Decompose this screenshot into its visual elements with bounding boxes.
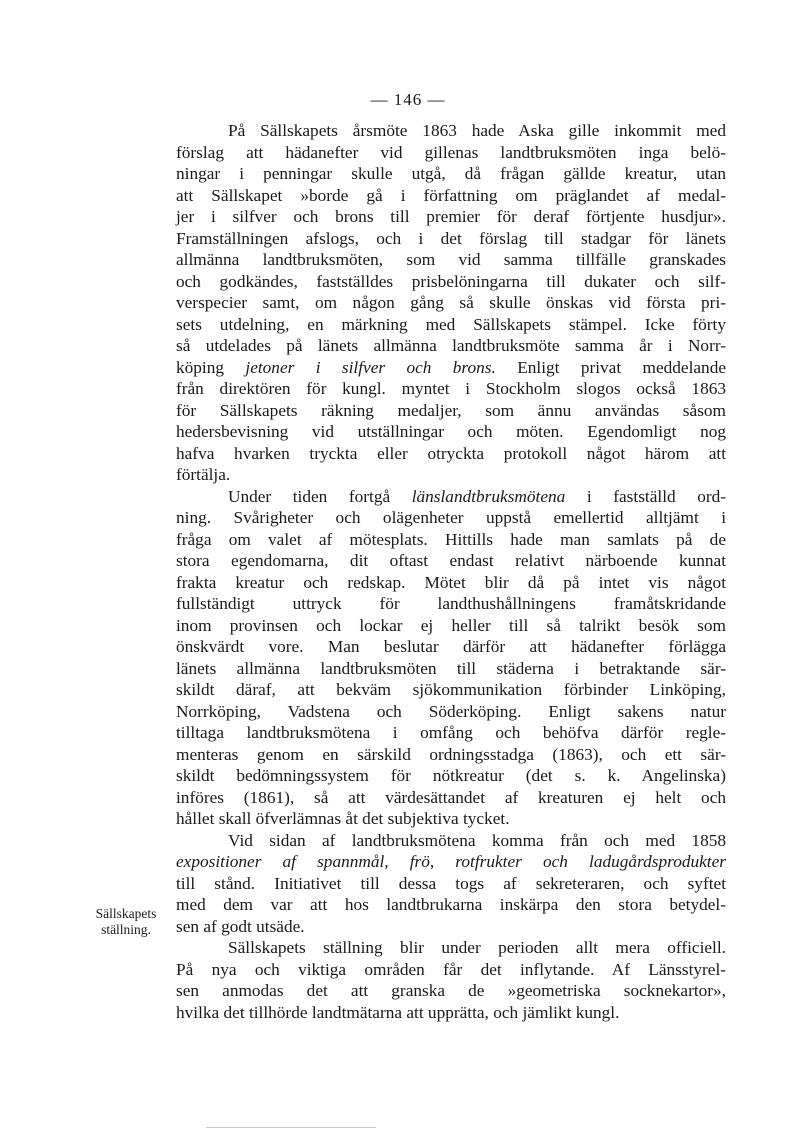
footer-rule <box>206 1127 376 1128</box>
text-line: ningar i penningar skulle utgå, då frågan gällde kreatur, utan <box>176 164 726 183</box>
text-line: hållet skall öfverlämnas åt det subjektiva tycket. <box>176 809 510 828</box>
body-text <box>176 120 726 1023</box>
text-line: Vid sidan af landtbruksmötena komma från och med 1858 <box>228 830 726 850</box>
text-line: förslag att hädanefter vid gillenas landtbruksmöten inga belö- <box>176 142 726 162</box>
text-line: jer i silfver och brons till premier för deraf förtjente husdjur». <box>176 207 726 226</box>
text-line: hafva hvarken tryckta eller otryckta protokoll något härom att <box>176 443 726 463</box>
text-line: hedersbevisning vid utställningar och möten. Egendomligt nog <box>176 422 726 441</box>
text-line: köping jetoner i silfver och brons. Enligt privat meddelande <box>176 357 727 377</box>
text-line: fråga om valet af mötesplats. Hittills hade man samlats på de <box>176 529 726 549</box>
margin-note-line: Sällskapets <box>95 906 157 921</box>
text-line: från direktören för kungl. myntet i Stockholm slogos också 1863 <box>176 379 726 398</box>
text-line: sen anmodas det att granska de »geometriska socknekartor», <box>176 981 726 1000</box>
text-line: till stånd. Initiativet till dessa togs af sekreteraren, och syftet <box>176 873 726 893</box>
text-line: ning. Svårigheter och olägenheter uppstå emellertid alltjämt i <box>176 508 726 527</box>
text-line: På Sällskapets årsmöte 1863 hade Aska gille inkommit med <box>228 121 726 140</box>
text-line: Under tiden fortgå länslandtbruksmötena i fastställd ord- <box>228 486 726 506</box>
text-line: verspecier samt, om någon gång så skulle önskas vid första pri- <box>176 293 726 312</box>
text-line: länets allmänna landtbruksmöten till städerna i betraktande sär- <box>176 658 726 678</box>
paragraph <box>176 120 726 486</box>
text-line: så utdelades på länets allmänna landtbruksmöte samma år i Norr- <box>176 336 726 355</box>
margin-note-line: ställning. <box>101 922 151 937</box>
page-number: — 146 — <box>370 90 446 109</box>
italic-phrase: länslandtbruksmötena <box>411 486 566 506</box>
text-line: Norrköping, Vadstena och Söderköping. Enligt sakens natur <box>176 701 726 721</box>
text-line: Sällskapets ställning blir under perioden allt mera officiell. <box>228 938 726 957</box>
text-line: hvilka det tillhörde landtmätarna att upprätta, och jämlikt kungl. <box>176 1002 620 1022</box>
text-line: fullständigt uttryck för landthushållningens framåtskridande <box>176 594 726 613</box>
text-line: skildt däraf, att bekväm sjökommunikation förbinder Linköping, <box>176 680 726 699</box>
text-line: med dem var att hos landtbrukarna inskärpa den stora betydel- <box>176 895 726 914</box>
text-line: skildt bedömningssystem för nötkreatur (det s. k. Angelinska) <box>176 766 726 785</box>
text-line: införes (1861), så att värdesättandet af kreaturen ej helt och <box>176 787 726 807</box>
text-line: önskvärdt vore. Man beslutar därför att hädanefter förlägga <box>176 637 726 656</box>
text-line: tilltaga landtbruksmötena i omfång och behöfva därför regle- <box>176 723 726 742</box>
italic-phrase: expositioner af spannmål, frö, rotfrukter och ladugårdsprodukter <box>176 852 726 871</box>
paragraph <box>176 486 726 830</box>
text-line: frakta kreatur och redskap. Mötet blir då på intet vis något <box>176 572 726 592</box>
text-line: inom provinsen och lockar ej heller till så talrikt besök som <box>176 615 726 635</box>
paragraph <box>176 830 726 938</box>
text-line: Framställningen afslogs, och i det förslag till stadgar för länets <box>176 228 726 248</box>
text-line: förtälja. <box>176 465 231 484</box>
text-line: och godkändes, fastställdes prisbelöningarna till dukater och silf- <box>176 271 726 291</box>
text-line: På nya och viktiga områden får det inflytande. Af Länsstyrel- <box>176 959 726 979</box>
text-line: sets utdelning, en märkning med Sällskapets stämpel. Icke förty <box>176 314 726 334</box>
text-line: allmänna landtbruksmöten, som vid samma tillfälle granskades <box>176 250 726 269</box>
text-line: sen af godt utsäde. <box>176 916 305 936</box>
text-line <box>176 851 726 873</box>
paragraph <box>176 937 726 1023</box>
text-line: för Sällskapets räkning medaljer, som ännu användas såsom <box>176 400 726 420</box>
text-line: stora egendomarna, dit oftast endast relativt närboende kunnat <box>176 551 726 570</box>
italic-phrase: jetoner i silfver och brons. <box>245 357 496 377</box>
text-line: menteras genom en särskild ordningsstadga (1863), och ett sär- <box>176 744 726 764</box>
text-line: att Sällskapet »borde gå i författning om präglandet af medal- <box>176 185 726 205</box>
margin-note <box>76 906 176 938</box>
